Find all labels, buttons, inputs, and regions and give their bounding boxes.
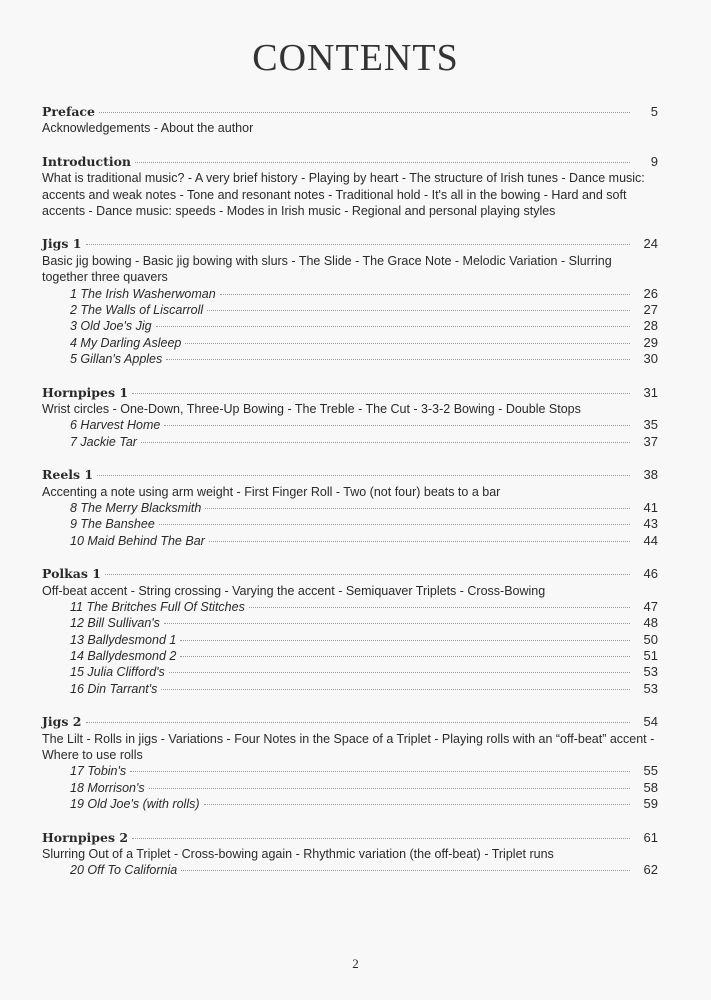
section-page: 31 — [643, 384, 658, 400]
dot-leader — [220, 294, 630, 295]
toc-section — [42, 154, 658, 220]
dot-leader — [181, 870, 630, 871]
tune-page: 29 — [643, 334, 658, 350]
tune-title: 10 Maid Behind The Bar — [70, 533, 205, 548]
dot-leader — [97, 475, 630, 476]
tune-page: 55 — [643, 763, 658, 779]
section-title: Preface — [42, 104, 95, 119]
tune-title: 13 Ballydesmond 1 — [70, 632, 177, 647]
section-page: 24 — [643, 236, 658, 252]
dot-leader — [166, 359, 630, 360]
section-description: Acknowledgements - About the author — [42, 121, 254, 136]
toc-section — [42, 714, 658, 812]
toc-section — [42, 385, 658, 451]
tune-page: 53 — [643, 680, 658, 696]
section-title: Jigs 1 — [42, 236, 82, 252]
section-heading-row[interactable] — [42, 104, 658, 120]
section-description: Wrist circles - One-Down, Three-Up Bowing - The Treble - The Cut - 3-3-2 Bowing - Double Stops — [42, 401, 581, 416]
dot-leader — [135, 162, 630, 163]
section-title: Jigs 2 — [42, 714, 82, 730]
tune-title: 18 Morrison's — [70, 780, 145, 795]
tune-title: 20 Off To California — [70, 863, 178, 878]
tune-title: 6 Harvest Home — [70, 418, 161, 433]
tune-row[interactable] — [42, 648, 658, 664]
dot-leader — [207, 310, 630, 311]
tune-row[interactable] — [42, 615, 658, 631]
tune-title: 5 Gillan's Apples — [70, 352, 163, 367]
dot-leader — [130, 771, 630, 772]
tune-page: 51 — [643, 648, 658, 664]
toc-section — [42, 104, 658, 137]
section-title: Hornpipes 2 — [42, 829, 129, 845]
dot-leader — [169, 672, 630, 673]
tune-row[interactable] — [42, 434, 658, 450]
section-description: What is traditional music? - A very brief history - Playing by heart - The structure of Irish tunes - Dance music: accents and weak notes - Tone and resonant notes - Traditional hold - It's all in the bowing - Hard and soft accents - Dance music: speeds - Modes in Irish music - Regional and personal playing styles — [42, 171, 645, 218]
dot-leader — [205, 508, 630, 509]
dot-leader — [132, 393, 630, 394]
tune-title: 14 Ballydesmond 2 — [70, 649, 177, 664]
section-description: Off-beat accent - String crossing - Varying the accent - Semiquaver Triplets - Cross-Bowing — [42, 583, 546, 598]
dot-leader — [164, 623, 630, 624]
section-page: 61 — [643, 829, 658, 845]
tune-title: 12 Bill Sullivan's — [70, 616, 160, 631]
tune-row[interactable] — [42, 318, 658, 334]
tune-row[interactable] — [42, 417, 658, 433]
tune-page: 35 — [643, 417, 658, 433]
section-heading-row[interactable] — [42, 385, 658, 401]
tune-page: 28 — [643, 318, 658, 334]
dot-leader — [204, 804, 630, 805]
tune-title: 17 Tobin's — [70, 764, 127, 779]
page-title: CONTENTS — [252, 37, 459, 79]
tune-page: 43 — [643, 516, 658, 532]
tune-page: 26 — [643, 285, 658, 301]
tune-page: 37 — [643, 433, 658, 449]
dot-leader — [185, 343, 630, 344]
toc-section — [42, 236, 658, 367]
section-description: Slurring Out of a Triplet - Cross-bowing again - Rhythmic variation (the off-beat) - Triplet runs — [42, 847, 554, 862]
section-heading-row[interactable] — [42, 566, 658, 582]
dot-leader — [159, 524, 630, 525]
section-description: The Lilt - Rolls in jigs - Variations - Four Notes in the Space of a Triplet - Playing rolls with an “off-beat” accent - Where to use rolls — [42, 731, 655, 763]
tune-page: 44 — [643, 532, 658, 548]
tune-row[interactable] — [42, 351, 658, 367]
tune-row[interactable] — [42, 681, 658, 697]
tune-row[interactable] — [42, 862, 658, 878]
tune-title: 7 Jackie Tar — [70, 434, 137, 449]
dot-leader — [105, 574, 630, 575]
tune-page: 58 — [643, 779, 658, 795]
tune-row[interactable] — [42, 763, 658, 779]
section-page: 38 — [643, 467, 658, 483]
tune-page: 62 — [643, 862, 658, 878]
toc-section — [42, 566, 658, 697]
dot-leader — [149, 788, 630, 789]
tune-row[interactable] — [42, 632, 658, 648]
section-title: Polkas 1 — [42, 566, 101, 582]
section-heading-row[interactable] — [42, 714, 658, 730]
section-heading-row[interactable] — [42, 830, 658, 846]
section-description: Accenting a note using arm weight - First Finger Roll - Two (not four) beats to a bar — [42, 484, 501, 499]
section-description: Basic jig bowing - Basic jig bowing with slurs - The Slide - The Grace Note - Melodic Variation - Slurring together three quavers — [42, 253, 612, 285]
dot-leader — [249, 607, 630, 608]
tune-row[interactable] — [42, 796, 658, 812]
dot-leader — [99, 112, 630, 113]
section-page: 54 — [643, 714, 658, 730]
tune-title: 15 Julia Clifford's — [70, 665, 165, 680]
dot-leader — [209, 541, 630, 542]
section-page: 9 — [650, 153, 658, 169]
section-page: 46 — [643, 566, 658, 582]
toc-section — [42, 830, 658, 879]
dot-leader — [86, 722, 631, 723]
toc-section — [42, 467, 658, 549]
section-page: 5 — [650, 104, 658, 119]
tune-title: 19 Old Joe's (with rolls) — [70, 797, 200, 812]
section-title: Introduction — [42, 153, 132, 169]
section-heading-row[interactable] — [42, 236, 658, 252]
tune-page: 27 — [643, 302, 658, 317]
tune-row[interactable] — [42, 500, 658, 516]
dot-leader — [132, 838, 630, 839]
tune-row[interactable] — [42, 599, 658, 615]
tune-page: 47 — [643, 598, 658, 614]
tune-page: 53 — [643, 664, 658, 680]
tune-title: 11 The Britches Full Of Stitches — [70, 599, 245, 614]
section-heading-row[interactable] — [42, 154, 658, 170]
section-title: Reels 1 — [42, 467, 94, 483]
tune-title: 16 Din Tarrant's — [70, 681, 158, 696]
tune-page: 50 — [643, 631, 658, 647]
tune-row[interactable] — [42, 516, 658, 532]
section-title: Hornpipes 1 — [42, 384, 129, 400]
tune-page: 48 — [643, 615, 658, 631]
tune-title: 9 The Banshee — [70, 517, 155, 532]
tune-page: 41 — [643, 499, 658, 515]
tune-page: 30 — [643, 351, 658, 367]
tune-title: 4 My Darling Asleep — [70, 335, 182, 350]
tune-row[interactable] — [42, 335, 658, 351]
tune-title: 2 The Walls of Liscarroll — [70, 303, 204, 317]
dot-leader — [141, 442, 630, 443]
tune-row[interactable] — [42, 533, 658, 549]
tune-title: 8 The Merry Blacksmith — [70, 500, 202, 515]
tune-title: 3 Old Joe's Jig — [70, 319, 152, 334]
dot-leader — [180, 640, 630, 641]
page-number: 2 — [352, 956, 359, 971]
table-of-contents — [42, 104, 658, 896]
dot-leader — [161, 689, 630, 690]
tune-row[interactable] — [42, 780, 658, 796]
section-heading-row[interactable] — [42, 467, 658, 483]
tune-row[interactable] — [42, 302, 658, 318]
tune-page: 59 — [643, 796, 658, 812]
dot-leader — [156, 326, 630, 327]
tune-row[interactable] — [42, 286, 658, 302]
dot-leader — [180, 656, 630, 657]
tune-row[interactable] — [42, 664, 658, 680]
tune-title: 1 The Irish Washerwoman — [70, 286, 216, 301]
dot-leader — [86, 244, 631, 245]
dot-leader — [164, 425, 630, 426]
